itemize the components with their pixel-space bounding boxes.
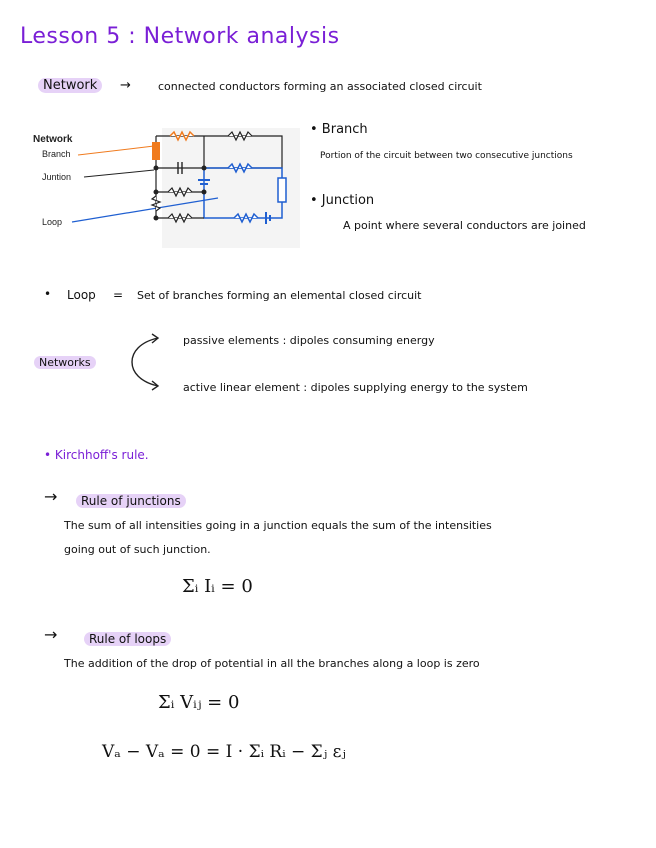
loop-rule-arrow: → <box>44 625 58 644</box>
junction-dot-2 <box>154 190 159 195</box>
network-arrow: → <box>120 78 131 93</box>
diagram-label-branch: Branch <box>42 149 71 159</box>
junction-dot-4 <box>202 190 207 195</box>
loop-term: Loop <box>67 288 96 302</box>
network-term <box>38 78 102 93</box>
loop-definition: Set of branches forming an elemental closed circuit <box>137 289 422 302</box>
passive-elements: passive elements : dipoles consuming energy <box>183 334 435 347</box>
junction-pointer <box>84 170 154 177</box>
junction-dot-3 <box>202 166 207 171</box>
page-title: Lesson 5 : Network analysis <box>20 24 340 49</box>
branch-heading: • Branch <box>310 122 368 137</box>
diagram-label-loop: Loop <box>42 217 63 227</box>
junction-rule-heading: Rule of junctions <box>76 494 186 508</box>
junction-heading: • Junction <box>310 193 375 208</box>
network-definition: connected conductors forming an associated closed circuit <box>158 80 482 93</box>
kirchhoff-heading: • Kirchhoff's rule. <box>44 448 149 462</box>
loop-rule-heading: Rule of loops <box>84 632 171 646</box>
junction-rule-arrow: → <box>44 487 58 506</box>
branch-text: Portion of the circuit between two consecutive junctions <box>320 151 573 161</box>
active-elements: active linear element : dipoles supplying energy to the system <box>183 381 528 394</box>
brace-curve <box>132 338 158 386</box>
loop-rule-heading-wrap <box>84 632 171 646</box>
junction-dot-1 <box>154 166 159 171</box>
junction-rule-formula: Σᵢ Iᵢ = 0 <box>182 576 253 597</box>
junction-dot-5 <box>154 216 159 221</box>
diagram-label-network: Network <box>33 134 73 145</box>
resistor-right-blue <box>278 178 286 202</box>
junction-rule-line2: going out of such junction. <box>64 543 211 556</box>
diagram-label-junction: Juntion <box>42 172 72 182</box>
loop-rule-line1: The addition of the drop of potential in all the branches along a loop is zero <box>64 657 480 670</box>
networks-term <box>34 356 96 369</box>
networks-brace <box>118 332 166 392</box>
branch-pointer <box>78 146 154 155</box>
circuit-diagram <box>28 126 300 248</box>
networks-label: Networks <box>34 356 96 369</box>
junction-text: A point where several conductors are joined <box>343 219 586 232</box>
junction-rule-heading-wrap <box>76 494 186 508</box>
junction-rule-line1: The sum of all intensities going in a junction equals the sum of the intensities <box>64 519 492 532</box>
loop-bullet: • <box>44 287 52 301</box>
resistor-left-orange <box>152 142 160 160</box>
loop-equals: = <box>113 288 124 302</box>
loop-rule-formula2: Vₐ − Vₐ = 0 = I · Σᵢ Rᵢ − Σⱼ εⱼ <box>102 742 346 762</box>
loop-rule-formula1: Σᵢ Vᵢⱼ = 0 <box>158 692 240 713</box>
network-term-label: Network <box>38 78 102 93</box>
